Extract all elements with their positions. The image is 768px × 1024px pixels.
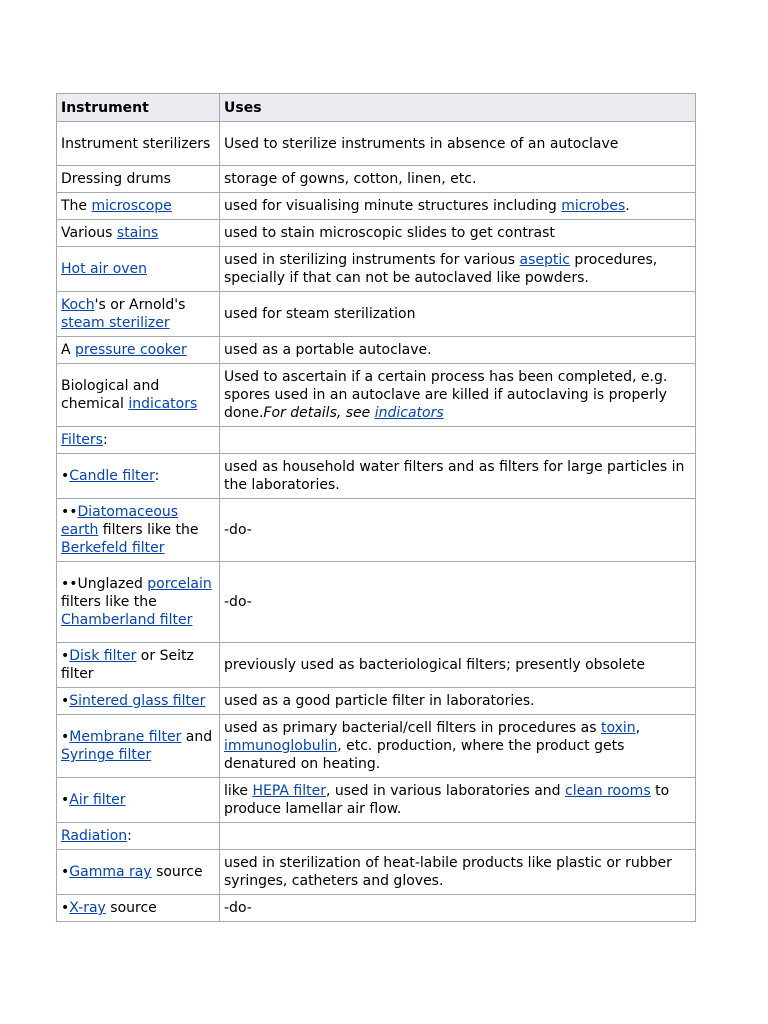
x-ray-link[interactable]: X-ray	[69, 900, 106, 916]
porcelain-link[interactable]: porcelain	[147, 576, 212, 592]
instrument-cell	[57, 823, 220, 850]
uses-text: procedures, specially if that can not be autoclaved like powders.	[224, 252, 658, 286]
instrument-cell	[57, 292, 220, 337]
hepa-filter-link[interactable]: HEPA filter	[252, 783, 326, 799]
instrument-cell	[57, 364, 220, 427]
instrument-text: ••	[61, 504, 78, 520]
uses-cell	[220, 193, 696, 220]
uses-text: , used in various laboratories and	[325, 783, 565, 799]
instrument-text: •	[61, 900, 70, 916]
table-body	[57, 122, 696, 922]
uses-cell	[220, 715, 696, 778]
uses-cell	[220, 454, 696, 499]
instrument-cell	[57, 499, 220, 562]
uses-text: -do-	[224, 594, 252, 610]
instrument-cell	[57, 778, 220, 823]
table-row	[57, 778, 696, 823]
uses-cell	[220, 247, 696, 292]
instrument-cell	[57, 688, 220, 715]
instruments-table	[56, 93, 696, 922]
instrument-text: ••Unglazed	[61, 576, 148, 592]
uses-text: used in sterilization of heat-labile products like plastic or rubber syringes, catheters and gloves.	[224, 855, 672, 889]
table-row	[57, 895, 696, 922]
uses-cell	[220, 895, 696, 922]
chamberland-filter-link[interactable]: Chamberland filter	[61, 612, 193, 628]
instrument-text: :	[102, 432, 108, 448]
pressure-cooker-link[interactable]: pressure cooker	[75, 342, 187, 358]
table-row	[57, 166, 696, 193]
air-filter-link[interactable]: Air filter	[69, 792, 126, 808]
uses-text: ,	[635, 720, 641, 736]
uses-text: used as household water filters and as filters for large particles in the laboratories.	[224, 459, 685, 493]
instrument-text: Various	[61, 225, 117, 241]
table-row	[57, 193, 696, 220]
membrane-filter-link[interactable]: Membrane filter	[69, 729, 182, 745]
header-uses: Uses	[220, 94, 696, 122]
uses-text: previously used as bacteriological filters; presently obsolete	[224, 657, 646, 673]
header-row	[57, 94, 696, 122]
uses-text: -do-	[224, 522, 252, 538]
uses-text: .	[625, 198, 630, 214]
instrument-text: •	[61, 864, 70, 880]
instrument-text: •	[61, 792, 70, 808]
table-row	[57, 850, 696, 895]
instrument-text: A	[61, 342, 76, 358]
uses-text: used as primary bacterial/cell filters in procedures as	[224, 720, 601, 736]
microbes-link[interactable]: microbes	[561, 198, 626, 214]
instrument-text: Biological and chemical	[61, 378, 160, 412]
instrument-text: Instrument sterilizers	[61, 135, 211, 152]
table-row	[57, 292, 696, 337]
uses-cell	[220, 850, 696, 895]
table-row	[57, 715, 696, 778]
uses-cell	[220, 562, 696, 643]
instrument-text: •	[61, 648, 70, 664]
instrument-cell	[57, 895, 220, 922]
table-row	[57, 499, 696, 562]
uses-text: used to stain microscopic slides to get contrast	[224, 225, 555, 241]
instrument-cell	[57, 122, 220, 166]
instrument-text: 's or Arnold's	[94, 297, 186, 313]
uses-text: used as a portable autoclave.	[224, 342, 432, 358]
uses-cell	[220, 292, 696, 337]
instrument-text: Dressing drums	[61, 171, 171, 187]
aseptic-link[interactable]: aseptic	[519, 252, 570, 268]
steam-sterilizer-link[interactable]: steam sterilizer	[61, 315, 170, 331]
instrument-cell	[57, 247, 220, 292]
table-row	[57, 247, 696, 292]
stains-link[interactable]: stains	[116, 225, 159, 241]
uses-cell	[220, 122, 696, 166]
table-row	[57, 562, 696, 643]
table-row	[57, 688, 696, 715]
uses-cell	[220, 220, 696, 247]
instrument-text: or Seitz filter	[61, 648, 194, 682]
instrument-text: filters like the	[61, 594, 157, 610]
toxin-link[interactable]: toxin	[600, 720, 636, 736]
uses-cell	[220, 427, 696, 454]
instrument-text: and	[181, 729, 213, 745]
uses-text: used for steam sterilization	[224, 306, 416, 322]
uses-text: For details, see	[263, 405, 375, 421]
uses-text: like	[224, 783, 253, 799]
uses-text: -do-	[224, 900, 252, 916]
instrument-text: •	[61, 729, 70, 745]
instrument-text: :	[154, 468, 160, 484]
diatomaceous-earth-link[interactable]: Diatomaceous earth	[61, 504, 179, 538]
table-row	[57, 364, 696, 427]
uses-text: , etc. production, where the product gets denatured on heating.	[224, 738, 625, 772]
uses-cell	[220, 688, 696, 715]
instrument-text: filters like the	[98, 522, 199, 538]
instrument-text: •	[61, 468, 70, 484]
uses-text: used for visualising minute structures including	[224, 198, 562, 214]
uses-text: to produce lamellar air flow.	[224, 783, 670, 817]
hot-air-oven-link[interactable]: Hot air oven	[61, 261, 148, 277]
uses-cell	[220, 364, 696, 427]
instrument-cell	[57, 337, 220, 364]
instrument-cell	[57, 427, 220, 454]
instrument-cell	[57, 850, 220, 895]
gamma-ray-link[interactable]: Gamma ray	[69, 864, 152, 880]
uses-text: storage of gowns, cotton, linen, etc.	[224, 171, 477, 187]
uses-text: Used to ascertain if a certain process has been completed, e.g. spores used in an autoclave are killed if autoclaving is properly done.	[224, 369, 668, 421]
instrument-text: •	[61, 693, 70, 709]
instrument-text: The	[61, 198, 92, 214]
instrument-cell	[57, 166, 220, 193]
uses-text: used as a good particle filter in laboratories.	[224, 693, 535, 709]
immunoglobulin-link[interactable]: immunoglobulin	[224, 738, 338, 754]
radiation-link[interactable]: Radiation	[61, 828, 128, 844]
indicators-link[interactable]: indicators	[128, 396, 198, 412]
uses-cell	[220, 823, 696, 850]
koch-link[interactable]: Koch	[61, 297, 95, 313]
instrument-cell	[57, 454, 220, 499]
syringe-filter-link[interactable]: Syringe filter	[61, 747, 152, 763]
uses-cell	[220, 499, 696, 562]
table-row	[57, 454, 696, 499]
uses-cell	[220, 778, 696, 823]
uses-text: used in sterilizing instruments for various	[224, 252, 520, 268]
uses-cell	[220, 166, 696, 193]
sintered-glass-filter-link[interactable]: Sintered glass filter	[69, 693, 206, 709]
instrument-text: source	[105, 900, 157, 916]
instrument-cell	[57, 715, 220, 778]
uses-text: Used to sterilize instruments in absence of an autoclave	[224, 135, 619, 152]
instrument-cell	[57, 193, 220, 220]
table-header	[57, 94, 696, 122]
table-row	[57, 823, 696, 850]
filters-link[interactable]: Filters	[61, 432, 103, 448]
berkefeld-filter-link[interactable]: Berkefeld filter	[61, 540, 165, 556]
uses-cell	[220, 337, 696, 364]
table-row	[57, 220, 696, 247]
disk-filter-link[interactable]: Disk filter	[69, 648, 137, 664]
indicators-link[interactable]: indicators	[374, 405, 444, 421]
table-row	[57, 643, 696, 688]
table-row	[57, 427, 696, 454]
header-instrument: Instrument	[57, 94, 220, 122]
instrument-cell	[57, 562, 220, 643]
instrument-cell	[57, 220, 220, 247]
instrument-text: :	[127, 828, 132, 844]
candle-filter-link[interactable]: Candle filter	[69, 468, 155, 484]
clean-rooms-link[interactable]: clean rooms	[565, 783, 651, 799]
table-row	[57, 337, 696, 364]
instrument-cell	[57, 643, 220, 688]
microscope-link[interactable]: microscope	[91, 198, 172, 214]
uses-cell	[220, 643, 696, 688]
table-row	[57, 122, 696, 166]
instrument-text: source	[151, 864, 203, 880]
